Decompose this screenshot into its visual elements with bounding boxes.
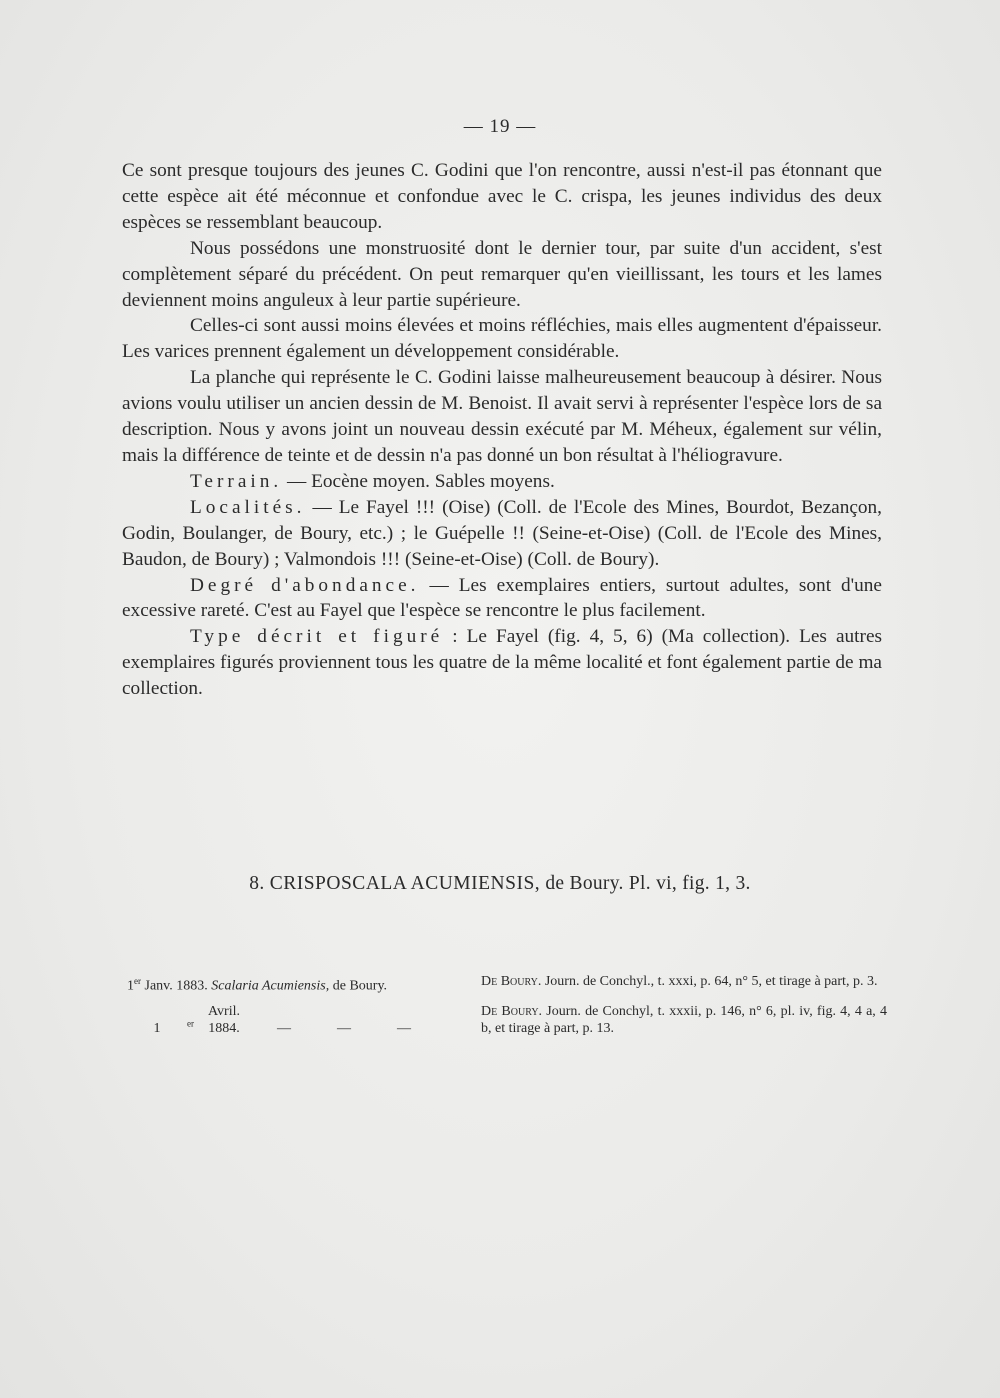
- bib-reference: De Boury. Journ. de Conchyl., t. xxxi, p. 64, n° 5, et tirage à part, p. 3.: [481, 974, 878, 989]
- ditto-dash: —: [397, 1020, 411, 1036]
- species-reference: de Boury. Pl. vi, fig. 1, 3.: [540, 873, 751, 894]
- bibliography-entry: [127, 1003, 887, 1037]
- abondance-text: — Les exemplaires entiers, surtout adultes, sont d'une excessive rareté. C'est au Fayel que l'espèce se rencontre le plus facilement.: [122, 574, 882, 622]
- localites-paragraph: [122, 495, 882, 573]
- terrain-paragraph: [122, 469, 882, 495]
- localites-label: Localités.: [190, 496, 306, 518]
- species-heading: [0, 873, 1000, 895]
- bibliography-entry: [127, 973, 887, 995]
- bib-taxon-name: Scalaria Acumiensis,: [211, 978, 330, 994]
- type-text: : Le Fayel (fig. 4, 5, 6) (Ma collection). Les autres exemplaires figurés proviennent tous les quatre de la même localité et font également partie de ma collection.: [122, 626, 882, 700]
- paragraph-2: Nous possédons une monstruosité dont le dernier tour, par suite d'un accident, s'est complètement séparé du précédent. On peut remarquer qu'en vieillissant, les tours et les lames deviennent moins anguleux à leur partie supérieure.: [122, 237, 882, 311]
- paragraph-4: La planche qui représente le C. Godini laisse malheureusement beaucoup à désirer. Nous avions voulu utiliser un ancien dessin de M. Benoist. Il avait servi à représenter l'espèce lors de sa description. Nous y avons joint un nouveau dessin exécuté par M. Méheux, également sur vélin, mais la différence de teinte et de dessin n'a pas donné un bon résultat à l'héliogravure.: [122, 367, 882, 466]
- ditto-dash: —: [337, 1020, 351, 1036]
- paragraph-3: Celles-ci sont aussi moins élevées et moins réfléchies, mais elles augmentent d'épaisseur. Les varices prennent également un développement considérable.: [122, 315, 882, 363]
- terrain-text: — Eocène moyen. Sables moyens.: [282, 470, 555, 492]
- paragraph-1: Ce sont presque toujours des jeunes C. Godini que l'on rencontre, aussi n'est-il pas étonnant que cette espèce ait été méconnue et confondue avec le C. crispa, les jeunes individus des deux espèces se ressemblant beaucoup.: [122, 160, 882, 233]
- body-text: [122, 158, 882, 702]
- bib-date-name: 1er Janv. 1883. Scalaria Acumiensis, de Boury.: [127, 976, 388, 994]
- species-number: 8.: [249, 873, 265, 894]
- terrain-label: Terrain.: [190, 470, 283, 492]
- bib-date-name: 1 $^{er}$Avril. 1884. — — —: [127, 1003, 481, 1037]
- bib-author: De Boury: [481, 974, 538, 989]
- bib-author: De Boury: [481, 1003, 539, 1019]
- localites-text: — Le Fayel !!! (Oise) (Coll. de l'Ecole des Mines, Bourdot, Bezançon, Godin, Boulanger, de Boury, etc.) ; le Guépelle !! (Seine-et-Oise) (Coll. de l'Ecole des Mines, Baudon, de Boury) ; Valmondois !!! (Seine-et-Oise) (Coll. de Boury).: [122, 496, 882, 570]
- bibliography: [127, 973, 887, 1045]
- bib-reference: De Boury. Journ. de Conchyl, t. xxxii, p. 146, n° 6, pl. iv, fig. 4, 4 a, 4 b, et tirage à part, p. 13.: [481, 1003, 887, 1036]
- abondance-paragraph: [122, 573, 882, 625]
- abondance-label: Degré d'abondance.: [190, 574, 420, 596]
- type-label: Type décrit et figuré: [190, 626, 444, 648]
- ditto-dash: —: [277, 1020, 291, 1036]
- page-number: — 19 —: [463, 116, 537, 137]
- type-paragraph: [122, 624, 882, 702]
- species-name: CRISPOSCALA ACUMIENSIS,: [269, 873, 541, 894]
